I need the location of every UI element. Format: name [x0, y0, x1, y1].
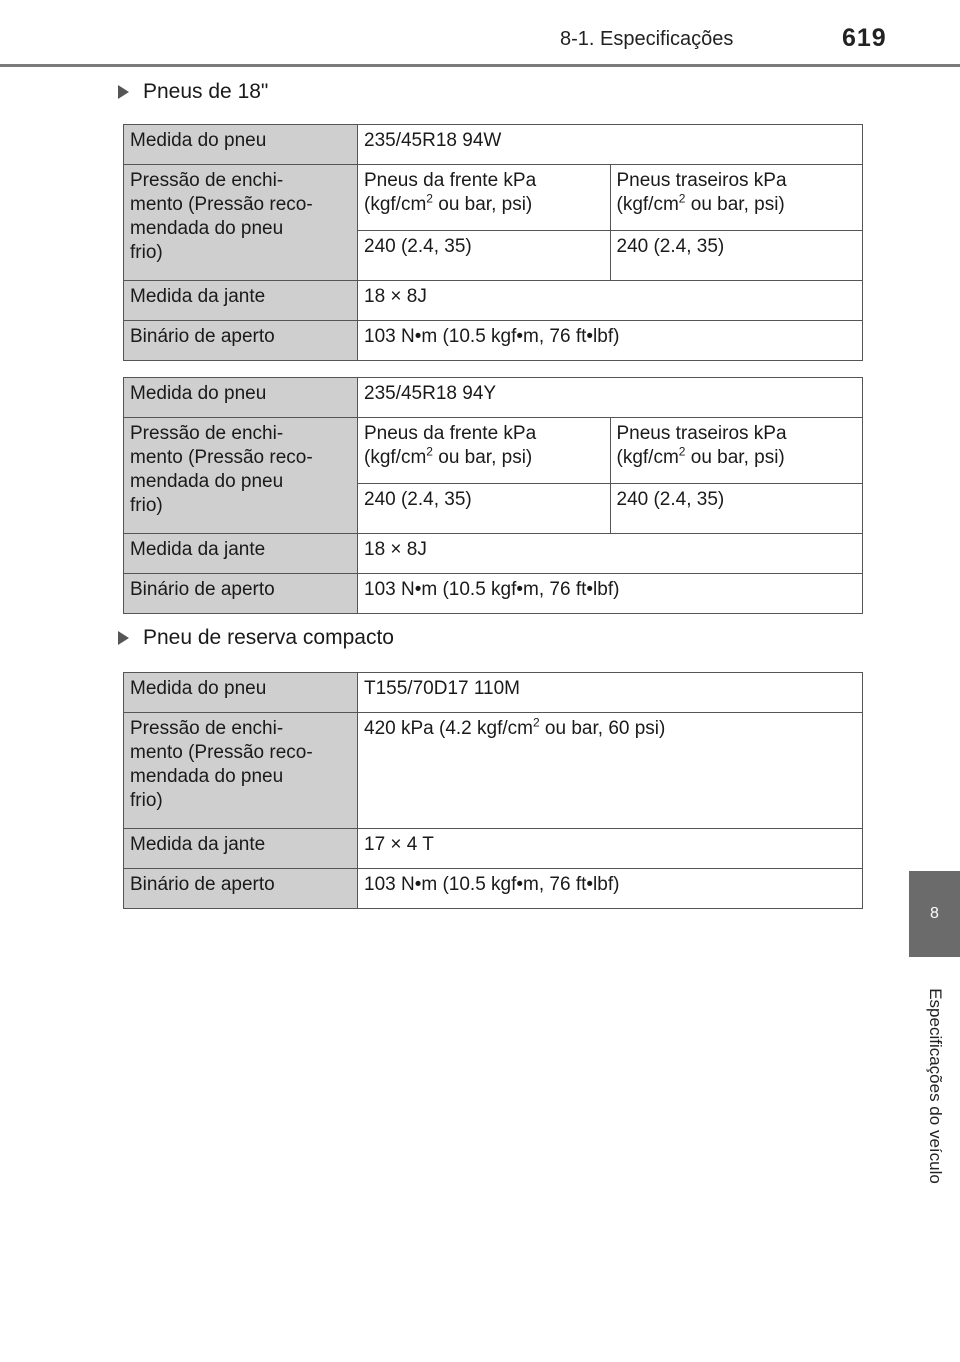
front-pressure-value: 240 (2.4, 35) [358, 231, 611, 281]
unit-sup: 2 [678, 191, 686, 206]
torque-value: 103 N•m (10.5 kgf•m, 76 ft•lbf) [358, 574, 863, 614]
rear-pressure-value: 240 (2.4, 35) [610, 231, 863, 281]
triangle-bullet-icon [118, 85, 129, 99]
front-pressure-header [358, 418, 611, 484]
pressure-post: ou bar, 60 psi) [539, 718, 666, 739]
unit-sup: 2 [426, 191, 433, 206]
torque-label: Binário de aperto [124, 869, 358, 909]
table-row [124, 829, 863, 869]
torque-label: Binário de aperto [124, 574, 358, 614]
table-row [124, 125, 863, 165]
unit-post: ou bar, psi) [432, 194, 533, 215]
table-row [124, 713, 863, 829]
page-number: 619 [842, 24, 887, 52]
unit-pre: (kgf/cm [364, 447, 427, 468]
tire-size-value: 235/45R18 94W [358, 125, 863, 165]
chapter-side-label [922, 962, 948, 1210]
wheel-size-label: Medida da jante [124, 281, 358, 321]
pressure-label: Pressão de enchi- mento (Pressão reco- mendada do pneu frio) [124, 165, 358, 281]
table-row [124, 673, 863, 713]
unit-post: ou bar, psi) [685, 194, 785, 215]
unit-post: ou bar, psi) [432, 447, 533, 468]
section-heading-text: Pneu de reserva compacto [143, 626, 394, 649]
header-divider [0, 64, 960, 67]
rear-header-text: Pneus traseiros kPa [616, 170, 787, 191]
table-row [124, 574, 863, 614]
tire-size-value: T155/70D17 110M [358, 673, 863, 713]
table-row [124, 534, 863, 574]
torque-value: 103 N•m (10.5 kgf•m, 76 ft•lbf) [358, 321, 863, 361]
unit-post: ou bar, psi) [685, 447, 785, 468]
rear-pressure-value: 240 (2.4, 35) [610, 484, 863, 534]
tire-size-value: 235/45R18 94Y [358, 378, 863, 418]
wheel-size-value: 17 × 4 T [358, 829, 863, 869]
spec-table-94w [123, 124, 863, 361]
spec-table-spare [123, 672, 863, 909]
wheel-size-value: 18 × 8J [358, 281, 863, 321]
unit-pre: (kgf/cm [364, 194, 427, 215]
pressure-value [358, 713, 863, 829]
rear-header-text: Pneus traseiros kPa [616, 423, 787, 444]
table-row [124, 418, 863, 484]
rear-pressure-header [610, 165, 863, 231]
chapter-side-label-text: Especificações do veículo [926, 988, 946, 1184]
header-section-title: 8-1. Especificações [560, 28, 734, 50]
rear-pressure-header [610, 418, 863, 484]
tire-size-label: Medida do pneu [124, 125, 358, 165]
pressure-sup: 2 [532, 715, 540, 730]
front-pressure-header [358, 165, 611, 231]
table-row [124, 281, 863, 321]
front-header-text: Pneus da frente kPa [364, 170, 537, 191]
table-row [124, 378, 863, 418]
wheel-size-value: 18 × 8J [358, 534, 863, 574]
torque-label: Binário de aperto [124, 321, 358, 361]
table-row [124, 869, 863, 909]
pressure-label: Pressão de enchi- mento (Pressão reco- mendada do pneu frio) [124, 418, 358, 534]
unit-pre: (kgf/cm [616, 194, 679, 215]
unit-sup: 2 [426, 444, 433, 459]
section-heading-text: Pneus de 18" [143, 80, 269, 103]
torque-value: 103 N•m (10.5 kgf•m, 76 ft•lbf) [358, 869, 863, 909]
unit-sup: 2 [678, 444, 686, 459]
front-pressure-value: 240 (2.4, 35) [358, 484, 611, 534]
front-header-text: Pneus da frente kPa [364, 423, 537, 444]
spec-table-94y [123, 377, 863, 614]
table-row [124, 321, 863, 361]
table-row [124, 165, 863, 231]
pressure-pre: 420 kPa (4.2 kgf/cm [364, 718, 533, 739]
wheel-size-label: Medida da jante [124, 829, 358, 869]
chapter-tab-number: 8 [930, 905, 939, 922]
unit-pre: (kgf/cm [616, 447, 679, 468]
wheel-size-label: Medida da jante [124, 534, 358, 574]
section-heading-spare [118, 626, 394, 650]
tire-size-label: Medida do pneu [124, 378, 358, 418]
tire-size-label: Medida do pneu [124, 673, 358, 713]
pressure-label: Pressão de enchi- mento (Pressão reco- mendada do pneu frio) [124, 713, 358, 829]
triangle-bullet-icon [118, 631, 129, 645]
section-heading-18in [118, 80, 268, 104]
chapter-tab [909, 871, 960, 957]
